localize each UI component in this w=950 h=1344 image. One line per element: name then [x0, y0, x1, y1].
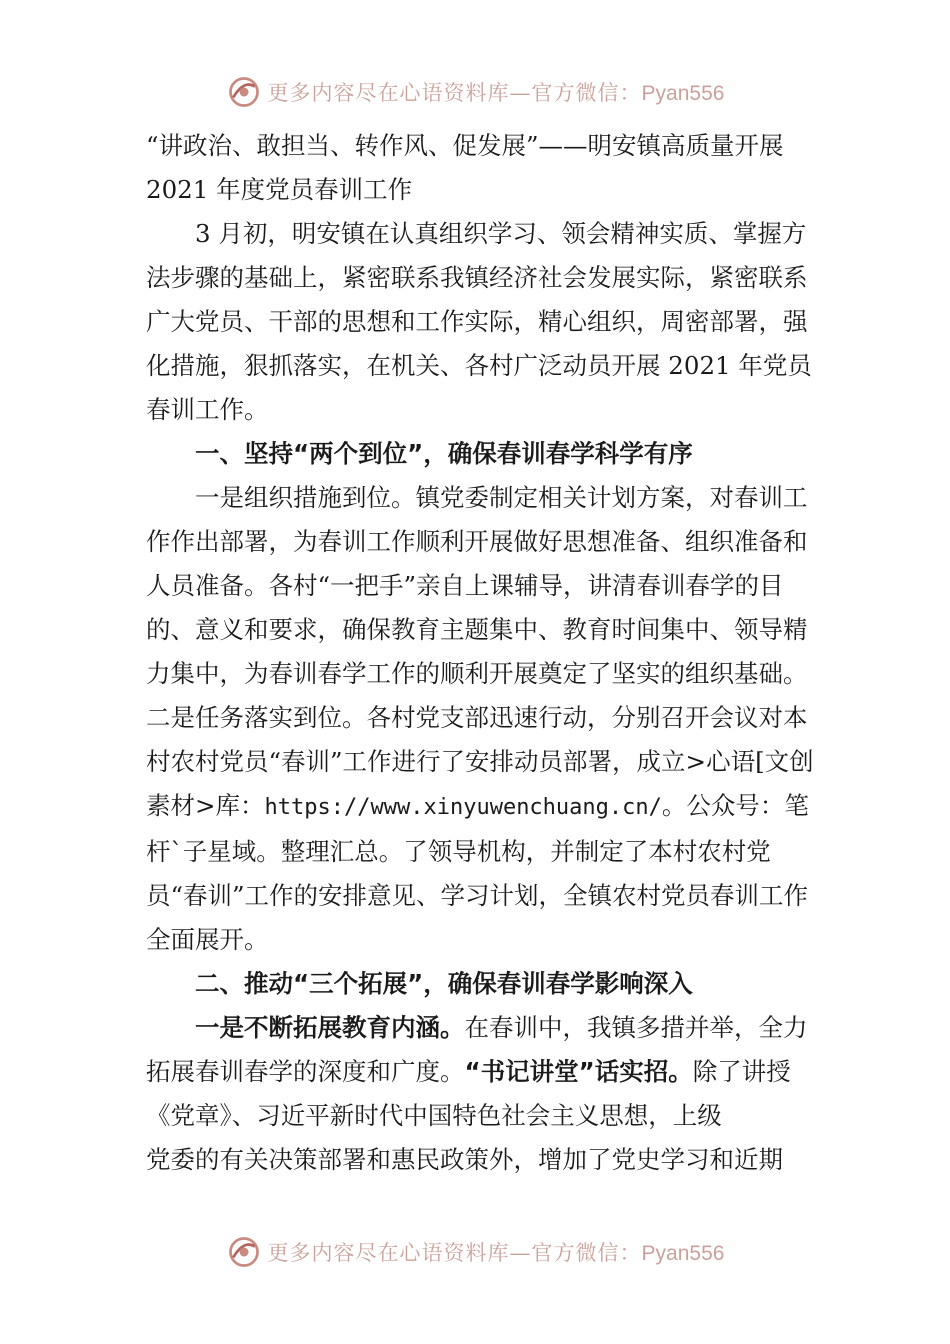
section-1-text-a: 一是组织措施到位。镇党委制定相关计划方案，对春训工作作出部署，为春训工作顺利开展做好思想准备、组织准备和人员准备。各村“一把手”亲自上课辅导，讲清春训春学的目的、意义和要求，确保教育主题集中、教育时间集中、领导精力集中，为春训春学工作的顺利开展奠定了坚实的组织基础。二是任务落实到位。各村党支部迅速行动，分别召开会议对本村农村党员“春训”工作进行了安排动员部署，成立>心语[文创素材>库： [146, 483, 814, 820]
section-2-lead-bold: 一是不断拓展教育内涵。 [195, 1013, 465, 1042]
brand-logo-icon [226, 1234, 262, 1270]
section-2-text-a: 在春训中，我镇多措并举，全力拓展春训春学的深度和广度。 [146, 1013, 808, 1086]
section-2-bold-2: “书记讲堂”话实招。 [464, 1057, 693, 1086]
section-2-heading: 二、推动“三个拓展”，确保春训春学影响深入 [195, 969, 693, 998]
section-2-last-line: 党委的有关决策部署和惠民政策外，增加了党史学习和近期 [146, 1145, 783, 1174]
document-body [146, 124, 818, 1182]
banner-wechat-id: Pyan556 [641, 82, 725, 105]
banner-text: 更多内容尽在心语资料库—官方微信： [267, 1241, 642, 1265]
banner-text: 更多内容尽在心语资料库—官方微信： [267, 81, 642, 105]
section-1-url: https://www.xinyuwenchuang.cn/ [264, 795, 662, 820]
section-1-heading: 一、坚持“两个到位”，确保春训春学科学有序 [195, 439, 693, 468]
watermark-banner-bottom [0, 1230, 950, 1274]
banner-wechat-id: Pyan556 [641, 1242, 725, 1265]
section-2-text-b: 除了讲授《党章》、习近平新时代中国特色社会主义思想，上级 [146, 1057, 791, 1130]
section-1-text-b: 。公众号：笔杆`子星域。整理汇总。了领导机构，并制定了本村农村党员“春训”工作的安排意见、学习计划，全镇农村党员春训工作全面展开。 [146, 791, 809, 954]
intro-paragraph: 3 月初，明安镇在认真组织学习、领会精神实质、掌握方法步骤的基础上，紧密联系我镇经济社会发展实际，紧密联系广大党员、干部的思想和工作实际，精心组织，周密部署，强化措施，狠抓落实，在机关、各村广泛动员开展 2021 年党员春训工作。 [146, 219, 812, 424]
section-2-paragraph [146, 1006, 818, 1138]
section-1-paragraph [146, 476, 818, 962]
brand-logo-icon [226, 74, 262, 110]
document-title: “讲政治、敢担当、转作风、促发展”——明安镇高质量开展 2021 年度党员春训工作 [146, 131, 784, 204]
watermark-banner-top [0, 70, 950, 114]
